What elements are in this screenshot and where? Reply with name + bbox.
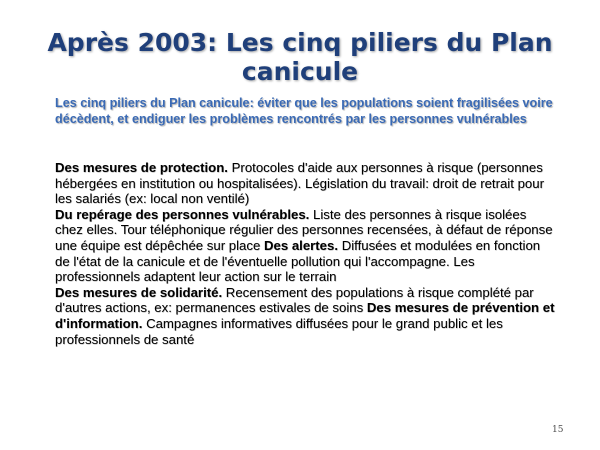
pillar-alertes-text: Diffusées et modulées en fonction de l'état de la canicule et de l'éventuelle pollution qui l'accompagne. Les professionnels adaptent leur action sur le terrain [55,237,541,285]
slide-title: Après 2003: Les cinq piliers du Plan canicule [47,28,553,86]
pillar-solidarite-text: Recensement des populations à risque complété par d'autres actions, ex: permanences estivales de soins [55,284,534,316]
pillar-prevention-heading: Des mesures de prévention et d'information. [55,300,555,331]
pillar-reperage-heading: Du repérage des personnes vulnérables. [55,206,310,222]
pillar-prevention-text: Campagnes informatives diffusées pour le grand public et les professionnels de santé [55,315,503,347]
pillar-solidarite-heading: Des mesures de solidarité. [55,284,223,300]
pillar-protection-heading: Des mesures de protection. [55,160,228,175]
pillar-alertes-heading: Des alertes. [263,237,339,253]
page-number: 15 [552,425,564,435]
slide-subtitle: Les cinq piliers du Plan canicule: éviter que les populations soient fragilisées voire décèdent, et endiguer les problèmes rencontrés par les personnes vulnérables [55,96,553,126]
pillar-protection-text: Protocoles d'aide aux personnes à risque (personnes hébergées en institution ou hospitalisées). Législation du travail: droit de retrait pour les salariés (ex: local non ventilé) [55,160,544,207]
slide-body [55,160,557,347]
pillar-reperage-text: Liste des personnes à risque isolées chez elles. Tour téléphonique régulier des personnes recensées, à défaut de réponse une équipe est dépêchée sur place [55,206,553,253]
